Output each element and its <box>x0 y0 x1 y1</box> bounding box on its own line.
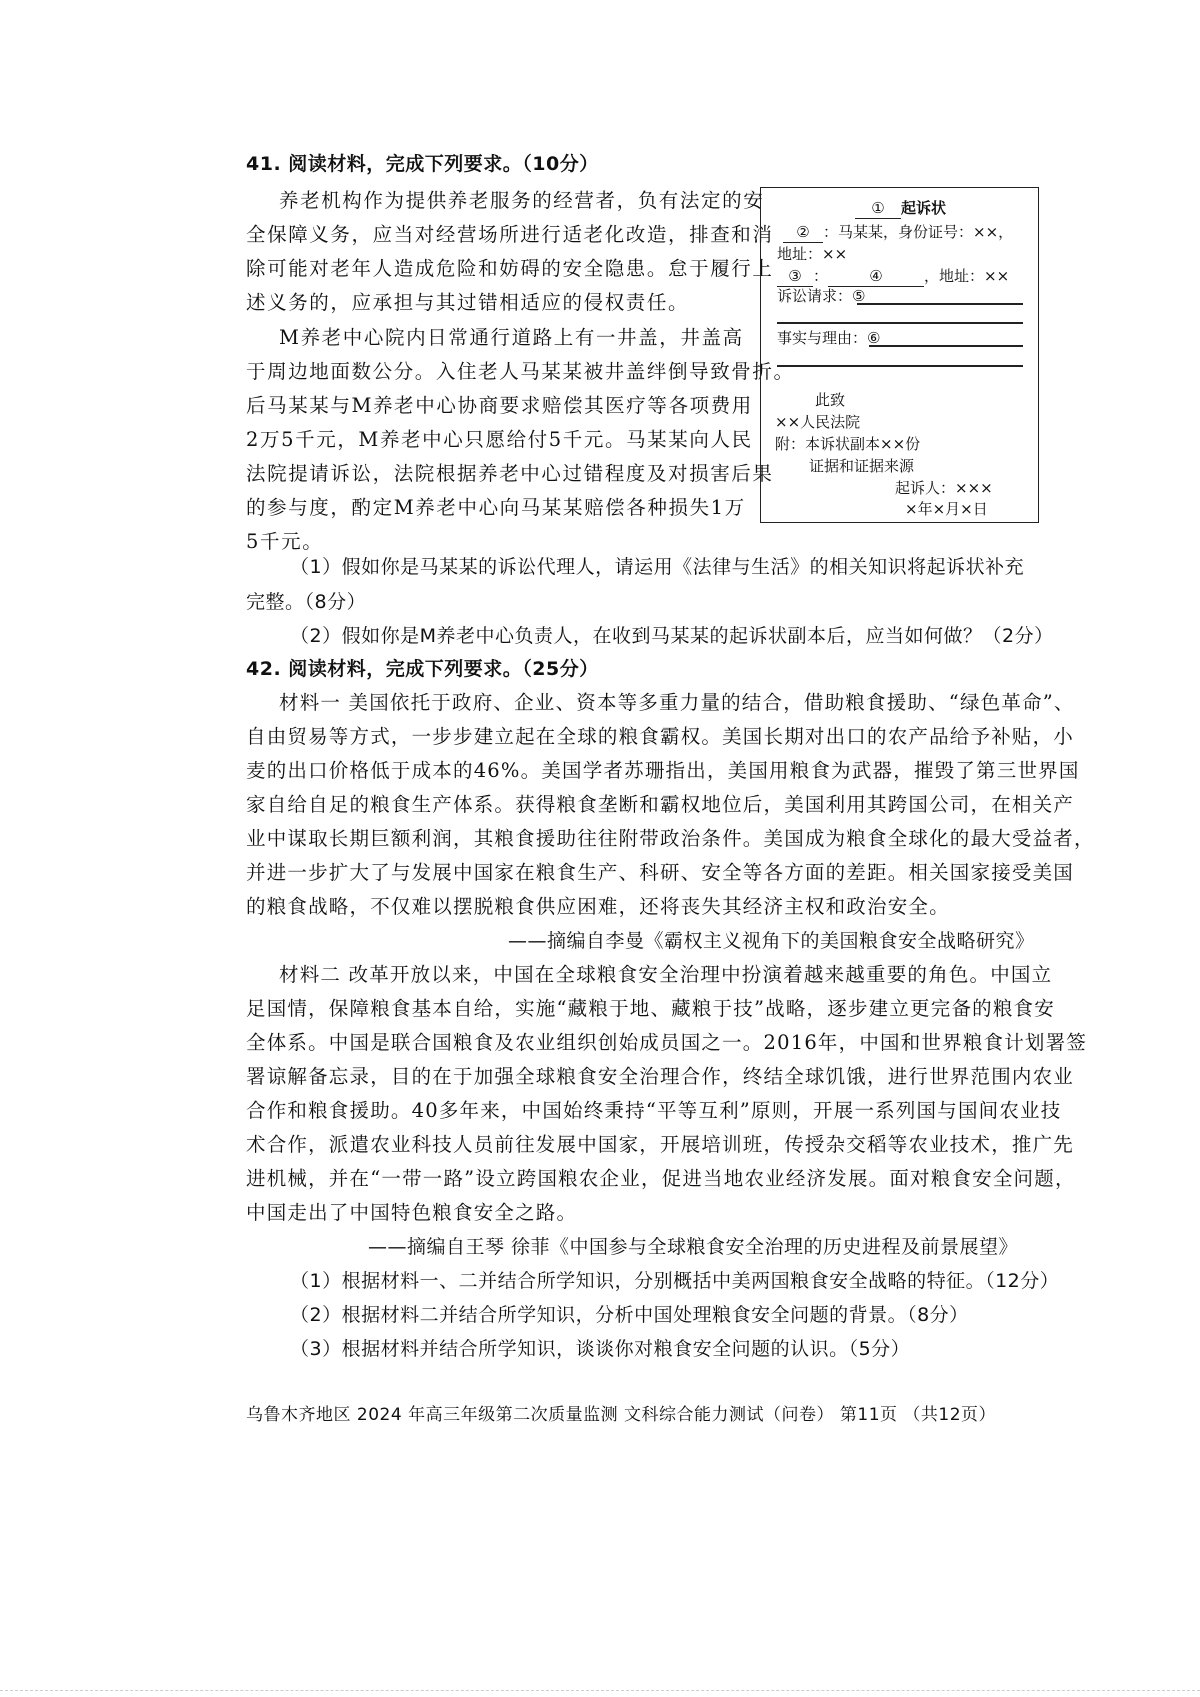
q42-m1-line: 家自给自足的粮食生产体系。获得粮食垄断和霸权地位后，美国利用其跨国公司，在相关产 <box>246 793 1075 816</box>
q41-para1-line: 述义务的，应承担与其过错相适应的侵权责任。 <box>246 291 690 314</box>
complaint-defendant-row <box>777 266 1009 287</box>
q42-sub3: （3）根据材料并结合所学知识，谈谈你对粮食安全问题的认识。（5分） <box>290 1338 911 1360</box>
attachment-line-1: 附：本诉状副本××份 <box>775 435 921 453</box>
q41-para1-line: 除可能对老年人造成危险和妨碍的安全隐患。怠于履行上 <box>246 257 774 280</box>
scan-edge <box>0 1690 1200 1691</box>
q42-heading: 42. 阅读材料，完成下列要求。（25分） <box>246 658 599 680</box>
q41-para2-line: 于周边地面数公分。入住老人马某某被井盖绊倒导致骨折。 <box>246 360 795 383</box>
defendant-address: ，地址：×× <box>924 267 1010 285</box>
colon: ： <box>813 267 829 285</box>
q42-m1-line: 并进一步扩大了与发展中国家在粮食生产、科研、安全等各方面的差距。相关国家接受美国 <box>246 861 1075 884</box>
attachment-line-2: 证据和证据来源 <box>809 457 915 475</box>
court-name: ××人民法院 <box>775 413 861 431</box>
blank-2: ② <box>783 222 823 243</box>
q42-m1-source: ——摘编自李曼《霸权主义视角下的美国粮食安全战略研究》 <box>508 930 1035 952</box>
q42-m2-source: ——摘编自王琴 徐菲《中国参与全球粮食安全治理的历史进程及前景展望》 <box>368 1236 1019 1258</box>
q42-m1-line: 的粮食战略，不仅难以摆脱粮食供应困难，还将丧失其经济主权和政治安全。 <box>246 895 950 918</box>
q41-para2-line: M养老中心院内日常通行道路上有一井盖，井盖高 <box>279 326 744 349</box>
plaintiff-address: 地址：×× <box>777 245 848 263</box>
blank-5: ⑤ <box>852 287 866 305</box>
q42-m2-line: 全体系。中国是联合国粮食及农业组织创始成员国之一。2016年，中国和世界粮食计划署签 <box>246 1031 1088 1054</box>
q42-m2-line: 署谅解备忘录，目的在于加强全球粮食安全治理合作，终结全球饥饿，进行世界范围内农业 <box>246 1065 1075 1088</box>
facts-rule-1 <box>869 345 1023 347</box>
q41-sub2: （2）假如你是M养老中心负责人，在收到马某某的起诉状副本后，应当如何做？（2分） <box>290 625 1054 647</box>
complaint-title: 起诉状 <box>901 199 947 217</box>
q41-para1-line: 养老机构作为提供养老服务的经营者，负有法定的安 <box>279 189 765 212</box>
q42-m1-line: 业中谋取长期巨额利润，其粮食援助往往附带政治条件。美国成为粮食全球化的最大受益者， <box>246 827 1095 850</box>
q42-sub1: （1）根据材料一、二并结合所学知识，分别概括中美两国粮食安全战略的特征。（12分） <box>290 1270 1060 1292</box>
facts-rule-2 <box>777 365 1023 367</box>
page-footer: 乌鲁木齐地区 2024 年高三年级第二次质量监测 文科综合能力测试（问卷） 第11页 （共12页） <box>246 1405 997 1425</box>
q41-para2-line: 法院提请诉讼，法院根据养老中心过错程度及对损害后果 <box>246 462 774 485</box>
claim-rule-1 <box>857 303 1023 305</box>
q42-m2-line: 足国情，保障粮食基本自给，实施“藏粮于地、藏粮于技”战略，逐步建立更完备的粮食安 <box>246 997 1055 1020</box>
q41-para1-line: 全保障义务，应当对经营场所进行适老化改造，排查和消 <box>246 223 774 246</box>
complaint-title-row <box>855 198 946 219</box>
facts-label: 事实与理由： <box>777 329 868 347</box>
blank-3: ③ <box>777 266 813 287</box>
blank-4: ④ <box>828 266 924 287</box>
q42-m1-line: 自由贸易等方式，一步步建立起在全球的粮食霸权。美国长期对出口的农产品给予补贴，小 <box>246 725 1075 748</box>
q42-m2-line: 合作和粮食援助。40多年来，中国始终秉持“平等互利”原则，开展一系列国与国间农业技 <box>246 1099 1062 1122</box>
q41-para2-line: 的参与度，酌定M养老中心向马某某赔偿各种损失1万 <box>246 496 746 519</box>
complaint-plaintiff-row <box>783 222 1013 243</box>
q41-sub1-cont: 完整。（8分） <box>246 591 367 613</box>
q42-sub2: （2）根据材料二并结合所学知识，分析中国处理粮食安全问题的背景。（8分） <box>290 1304 969 1326</box>
cizhi: 此致 <box>815 391 846 409</box>
q42-m2-line: 中国走出了中国特色粮食安全之路。 <box>246 1201 578 1224</box>
plaintiff-info: ：马某某，身份证号：××， <box>823 223 1014 241</box>
blank-1: ① <box>855 198 901 219</box>
q41-heading: 41. 阅读材料，完成下列要求。（10分） <box>246 153 599 175</box>
q41-para2-line: 2万5千元，M养老中心只愿给付5千元。马某某向人民 <box>246 428 753 451</box>
q42-m2-line: 进机械，并在“一带一路”设立跨国粮农企业，促进当地农业经济发展。面对粮食安全问题， <box>246 1167 1076 1190</box>
plaintiff-signature: 起诉人：××× <box>895 479 993 497</box>
claim-label: 诉讼请求： <box>777 287 853 305</box>
complaint-date: ×年×月×日 <box>905 500 988 518</box>
q41-sub1: （1）假如你是马某某的诉讼代理人，请运用《法律与生活》的相关知识将起诉状补充 <box>290 556 1025 578</box>
q41-para2-line: 后马某某与M养老中心协商要求赔偿其医疗等各项费用 <box>246 394 753 417</box>
q41-para2-line: 5千元。 <box>246 530 324 553</box>
claim-rule-2 <box>777 322 1023 324</box>
q42-m1-line: 材料一 美国依托于政府、企业、资本等多重力量的结合，借助粮食援助、“绿色革命”、 <box>279 691 1075 714</box>
q42-m2-line: 材料二 改革开放以来，中国在全球粮食安全治理中扮演着越来越重要的角色。中国立 <box>279 963 1053 986</box>
q42-m1-line: 麦的出口价格低于成本的46%。美国学者苏珊指出，美国用粮食为武器，摧毁了第三世界国 <box>246 759 1080 782</box>
complaint-form <box>760 187 1039 523</box>
q42-m2-line: 术合作，派遣农业科技人员前往发展中国家，开展培训班，传授杂交稻等农业技术，推广先 <box>246 1133 1075 1156</box>
blank-6: ⑥ <box>867 329 881 347</box>
